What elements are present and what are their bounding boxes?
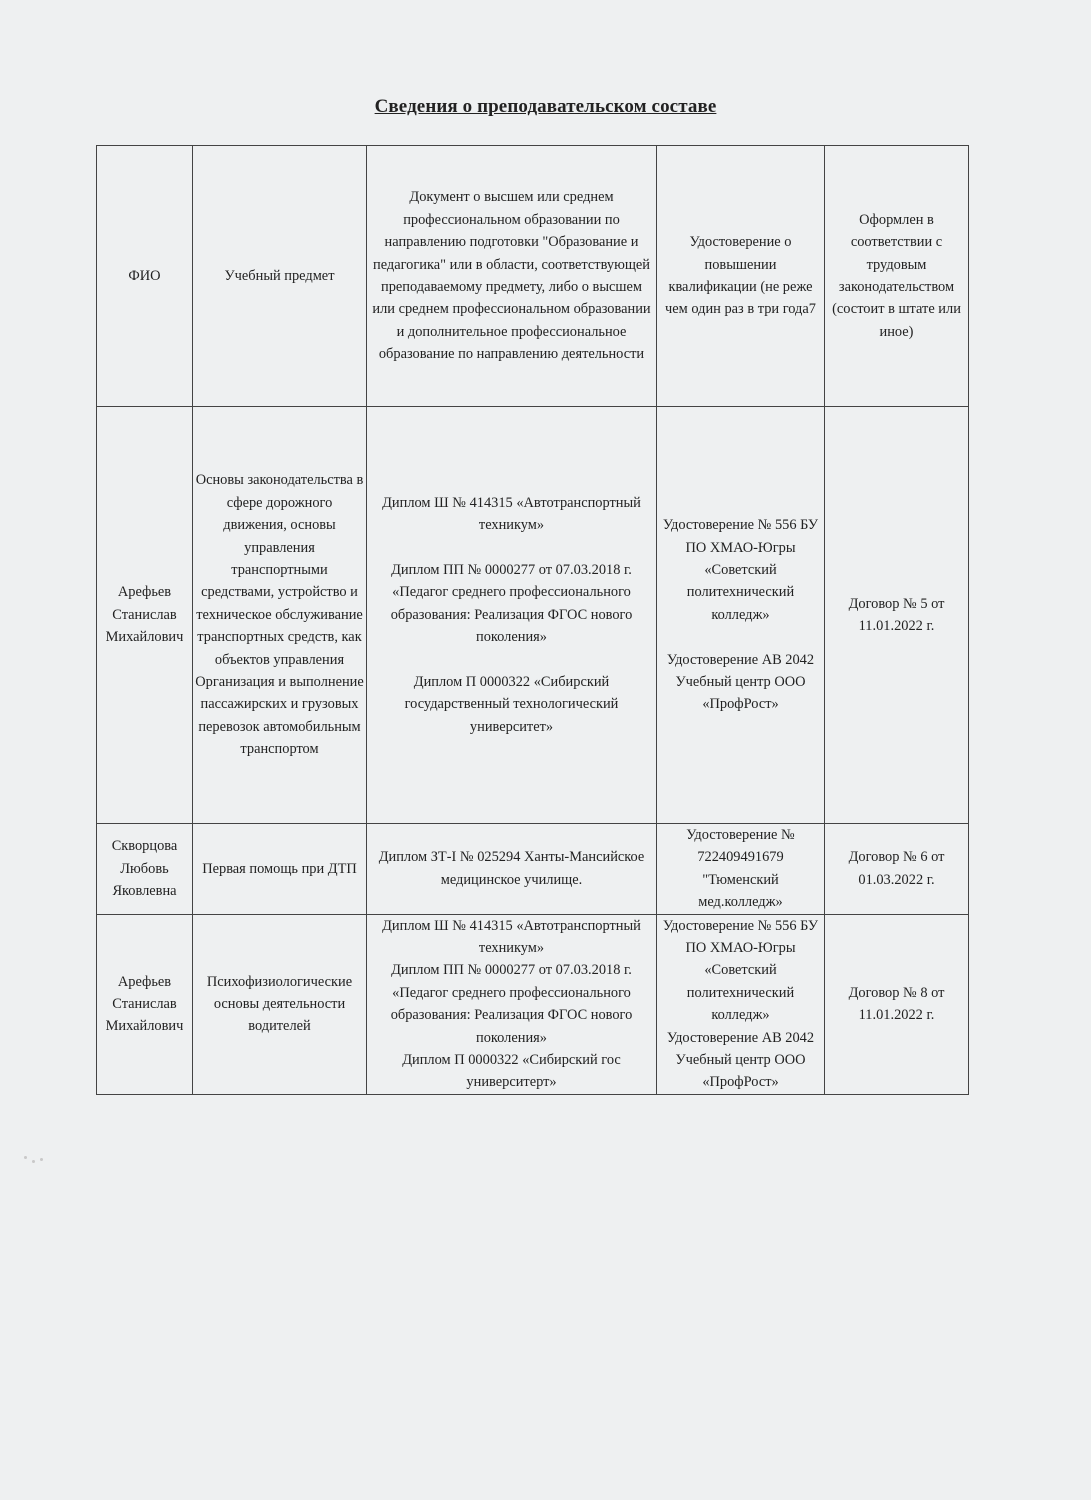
staff-table <box>96 145 969 1095</box>
cell-fio: Скворцова Любовь Яковлевна <box>97 824 193 915</box>
header-contract-text: Оформлен в соответствии с трудовым законодательством (состоит в штате или иное) <box>832 211 961 340</box>
header-certificate <box>657 146 825 407</box>
cell-certificate <box>657 407 825 824</box>
cell-document <box>367 824 657 915</box>
cell-subject: Первая помощь при ДТП <box>193 824 367 915</box>
cell-document <box>367 914 657 1094</box>
certificate-entry: Удостоверение № 556 БУ ПО ХМАО-Югры «Советский политехнический колледж» <box>662 517 819 623</box>
document-entry: Диплом ПП № 0000277 от 07.03.2018 г. «Педагог среднего профессионального образования: Реализация ФГОС нового поколения» <box>390 561 633 646</box>
cell-contract: Договор № 5 от 11.01.2022 г. <box>825 407 969 824</box>
header-contract <box>825 146 969 407</box>
header-fio: ФИО <box>97 146 193 407</box>
cell-certificate <box>657 824 825 915</box>
cell-subject: Основы законодательства в сфере дорожного движения, основы управления транспортными средствами, устройство и техническое обслуживание транспортных средств, как объектов управления Организация и выполнение пассажирских и грузовых перевозок автомобильным транспортом <box>193 407 367 824</box>
table-row <box>97 407 969 824</box>
cell-contract: Договор № 6 от 01.03.2022 г. <box>825 824 969 915</box>
table-row <box>97 824 969 915</box>
scan-speck <box>32 1160 35 1163</box>
document-entry: Диплом Ш № 414315 «Автотранспортный техникум» <box>382 917 641 957</box>
certificate-entry: Удостоверение № 556 БУ ПО ХМАО-Югры «Советский политехнический колледж» <box>662 917 819 1024</box>
cell-subject: Психофизиологические основы деятельности водителей <box>193 914 367 1094</box>
table-header-row <box>97 146 969 407</box>
certificate-entry: Удостоверение АВ 2042 Учебный центр ООО «ПрофРост» <box>666 1029 815 1091</box>
document-entry: Диплом Ш № 414315 «Автотранспортный техникум» <box>382 494 641 534</box>
document-entry: Диплом П 0000322 «Сибирский государственный технологический университет» <box>404 674 619 735</box>
cell-fio: Арефьев Станислав Михайлович <box>97 407 193 824</box>
cell-fio: Арефьев Станислав Михайлович <box>97 914 193 1094</box>
cell-certificate <box>657 914 825 1094</box>
page-title: Сведения о преподавательском составе <box>374 96 717 117</box>
header-subject: Учебный предмет <box>193 146 367 407</box>
cell-contract: Договор № 8 от 11.01.2022 г. <box>825 914 969 1094</box>
document-entry: Диплом ПП № 0000277 от 07.03.2018 г. «Педагог среднего профессионального образования: Реализация ФГОС нового поколения» <box>390 962 633 1046</box>
header-document <box>367 146 657 407</box>
certificate-entry: Удостоверение № 722409491679 "Тюменский мед.колледж» <box>686 827 795 911</box>
cell-document <box>367 407 657 824</box>
document-entry: Диплом П 0000322 «Сибирский гос университерт» <box>402 1052 621 1091</box>
table-row <box>97 914 969 1094</box>
certificate-entry: Удостоверение АВ 2042 Учебный центр ООО «ПрофРост» <box>666 651 815 713</box>
scan-speck <box>24 1156 27 1159</box>
header-certificate-text: Удостоверение о повышении квалификации (не реже чем один раз в три года7 <box>665 234 816 318</box>
document-entry: Диплом ЗТ-I № 025294 Ханты-Мансийское медицинское училище. <box>378 849 645 888</box>
header-document-text: Документ о высшем или среднем профессиональном образовании по направлению подготовки "Образование и педагогика" или в области, соответствующей преподаваемому предмету, либо о высшем или среднем профессиональном образовании и дополнительное профессиональное образование по направлению деятельности <box>372 189 651 363</box>
scan-speck <box>40 1158 43 1161</box>
